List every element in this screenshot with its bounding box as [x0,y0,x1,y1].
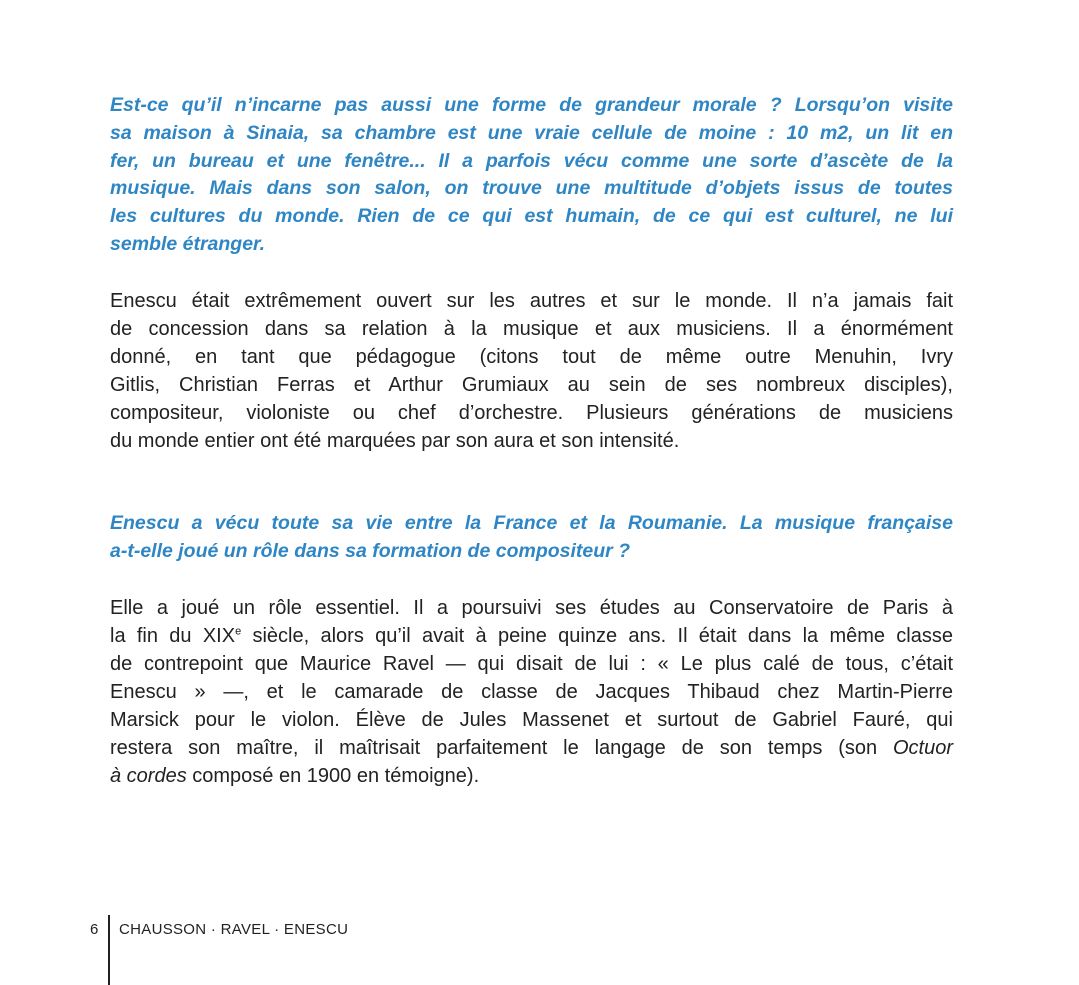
text-line: de contrepoint que Maurice Ravel — qui disait de lui : « Le plus calé de tous, c’était [110,653,953,675]
answer-1 [110,287,953,455]
text-line: donné, en tant que pédagogue (citons tout de même outre Menuhin, Ivry [110,346,953,368]
superscript: e [235,625,242,638]
text-segment: siècle, alors qu’il avait à peine quinze ans. Il était dans la même classe [241,625,953,647]
text-line: Est-ce qu’il n’incarne pas aussi une forme de grandeur morale ? Lorsqu’on visite [110,94,953,116]
question-1 [110,92,953,259]
text-line: Enescu était extrêmement ouvert sur les autres et sur le monde. Il n’a jamais fait [110,290,953,312]
text-line: fer, un bureau et une fenêtre... Il a parfois vécu comme une sorte d’ascète de la [110,149,953,172]
italic-title: Octuor [892,737,953,759]
answer-2-text [110,594,953,790]
text-line: sa maison à Sinaia, sa chambre est une vraie cellule de moine : 10 m2, un lit en [110,121,953,144]
text-line: Marsick pour le violon. Élève de Jules Massenet et surtout de Gabriel Fauré, qui [110,709,953,731]
text-line [110,762,953,790]
text-line: semble étranger. [110,232,265,255]
text-line: Enescu » —, et le camarade de classe de Jacques Thibaud chez Martin-Pierre [110,681,953,703]
text-line: a-t-elle joué un rôle dans sa formation de compositeur ? [110,539,631,562]
text-line [110,622,953,650]
answer-2 [110,594,953,790]
text-segment: composé en 1900 en témoigne). [186,765,480,787]
answer-1-text [110,287,953,455]
text-line: Gitlis, Christian Ferras et Arthur Grumiaux au sein de ses nombreux disciples), [110,374,953,396]
text-line [110,734,953,762]
text-line: musique. Mais dans son salon, on trouve une multitude d’objets issus de toutes [110,177,953,200]
question-2-text [110,510,953,566]
text-line: les cultures du monde. Rien de ce qui est humain, de ce qui est culturel, ne lui [110,205,953,228]
text-line: compositeur, violoniste ou chef d’orchestre. Plusieurs générations de musiciens [110,402,953,424]
text-line: du monde entier ont été marquées par son aura et son intensité. [110,430,680,452]
italic-title: à cordes [110,765,187,787]
text-segment: restera son maître, il maîtrisait parfaitement le langage de son temps (son [110,737,893,759]
text-line: Enescu a vécu toute sa vie entre la France et la Roumanie. La musique française [110,512,953,534]
text-line: de concession dans sa relation à la musique et aux musiciens. Il a énormément [110,318,953,340]
footer-divider [108,915,110,985]
question-2 [110,510,953,566]
question-1-text [110,92,953,259]
running-title: CHAUSSON · RAVEL · ENESCU [119,921,349,938]
text-line: Elle a joué un rôle essentiel. Il a poursuivi ses études au Conservatoire de Paris à [110,597,953,619]
page-number: 6 [90,921,99,938]
text-segment: la fin du XIX [110,625,236,647]
